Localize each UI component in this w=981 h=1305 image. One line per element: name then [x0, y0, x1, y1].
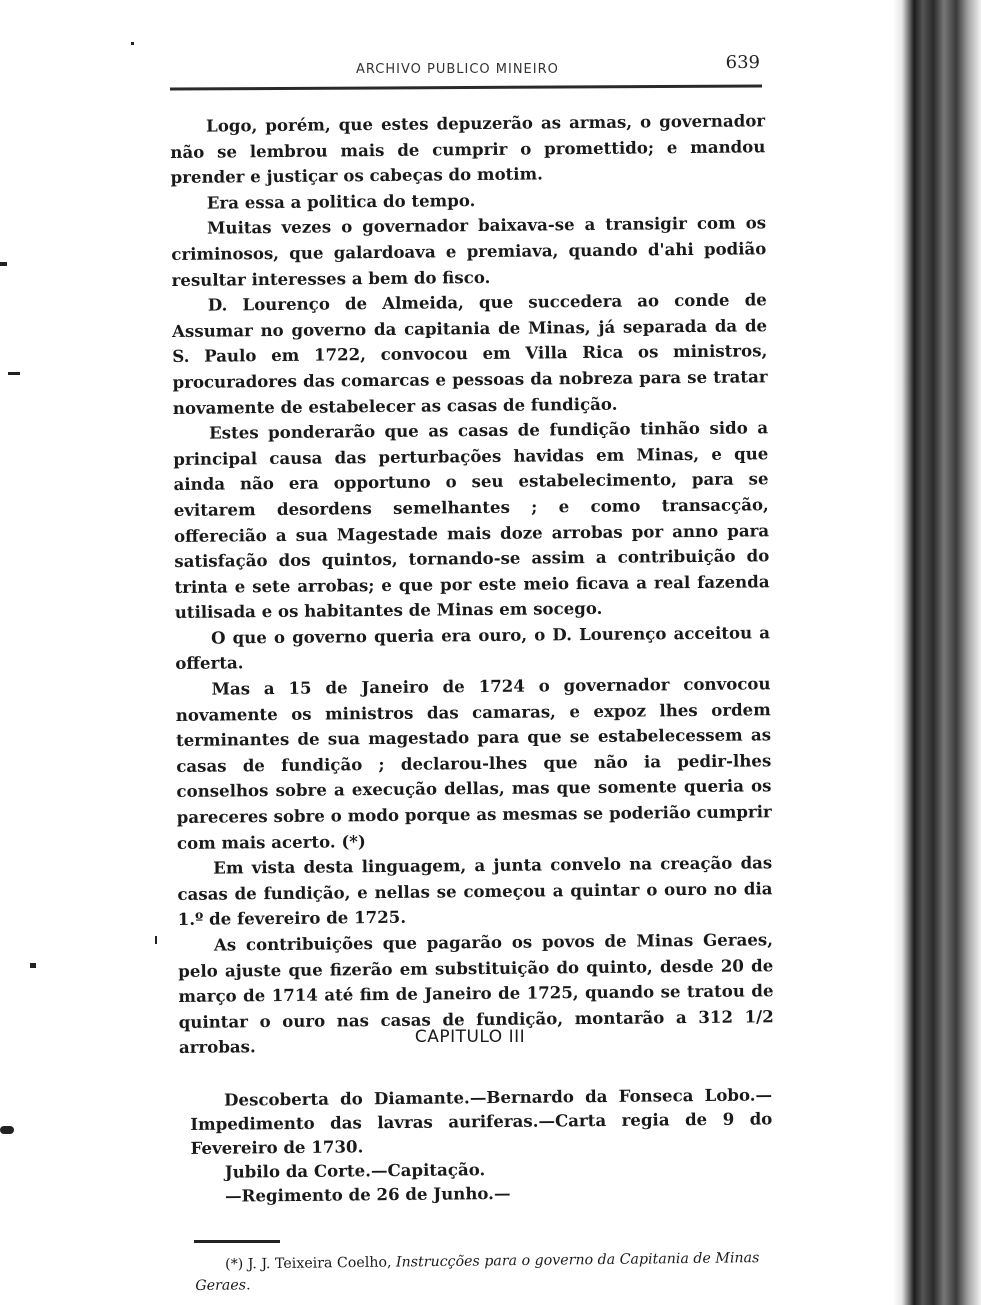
paragraph: Em vista desta linguagem, a junta convelo na creação das casas de fundição, e nellas se começou a quintar o ouro no dia 1.º de fevereiro de 1725.: [177, 852, 773, 930]
margin-speck: [131, 42, 134, 45]
margin-speck: [0, 262, 7, 266]
paragraph: O que o governo queria era ouro, o D. Lourenço acceitou a offerta.: [175, 622, 771, 674]
page-header: [170, 48, 770, 98]
footnote-title: Instrucções para o governo da Capitania de Minas Geraes: [195, 1250, 760, 1294]
summary-line: Descoberta do Diamante.—Bernardo da Fonseca Lobo.—Impedimento das lavras auriferas.—Carta regia de 9 do Fevereiro de 1730.: [190, 1084, 773, 1158]
paragraph: Era essa a politica do tempo.: [206, 189, 476, 213]
book-spine-shadow: [893, 0, 981, 1305]
footnote-rule: [194, 1240, 280, 1243]
running-head: ARCHIVO PUBLICO MINEIRO: [356, 62, 559, 77]
summary-line: Jubilo da Corte.—Capitação.: [224, 1159, 486, 1182]
margin-speck: [30, 963, 36, 968]
paragraph: As contribuições que pagarão os povos de Minas Geraes, pelo ajuste que fizerão em substituição do quinto, desde 20 de março de 1714 até fim de Janeiro de 1725, quando se tratou de quintar o ouro nas casas de fundição, montarão a 312 1/2 arrobas.: [178, 929, 774, 1058]
page-number: 639: [725, 52, 760, 73]
margin-speck: [155, 936, 157, 944]
margin-speck: [8, 372, 20, 375]
chapter-summary: [190, 1082, 773, 1208]
header-rule: [170, 84, 762, 90]
paragraph: Logo, porém, que estes depuzerão as armas, o governador não se lembrou mais de cumprir o promettido; e mandou prender e justiçar os cabeças do motim.: [170, 110, 766, 188]
body-text: [170, 108, 774, 1061]
footnote-author: (*) J. J. Teixeira Coelho,: [225, 1254, 392, 1273]
footnote: [195, 1248, 780, 1297]
paragraph: D. Lourenço de Almeida, que succedera ao conde de Assumar no governo da capitania de Minas, já separada da de S. Paulo em 1722, convocou em Villa Rica os ministros, procuradores das comarcas e pessoas da nobreza para se tratar novamente de estabelecer as casas de fundição.: [171, 289, 768, 418]
margin-speck: [0, 1126, 14, 1134]
paragraph: Estes ponderarão que as casas de fundição tinhão sido a principal causa das perturbações havidas em Minas, e que ainda não era opportuno o seu estabelecimento, para se evitarem desordens semelhantes ; e como transacção, offerecião a sua Magestade mais doze arrobas por anno para satisfação dos quintos, tornando-se assim a contribuição do trinta e sete arrobas; e que por este meio ficava a real fazenda utilisada e os habitantes de Minas em socego.: [173, 417, 770, 623]
paragraph: Mas a 15 de Janeiro de 1724 o governador convocou novamente os ministros das camaras, e expoz lhes ordem terminantes de sua magestado para que se estabelecessem as casas de fundição ; declarou-lhes que não ia pedir-lhes conselhos sobre a execução dellas, mas que somente queria os pareceres sobre o modo porque as mesmas se poderião cumprir com mais acerto. (*): [175, 673, 772, 853]
chapter-title: CAPITULO III: [414, 1027, 526, 1047]
paragraph: Muitas vezes o governador baixava-se a transigir com os criminosos, que galardoava e premiava, quando d'ahi podião resultar interesses a bem do fisco.: [171, 212, 767, 290]
summary-line: —Regimento de 26 de Junho.—: [224, 1182, 511, 1206]
footnote-tail: .: [245, 1277, 251, 1294]
